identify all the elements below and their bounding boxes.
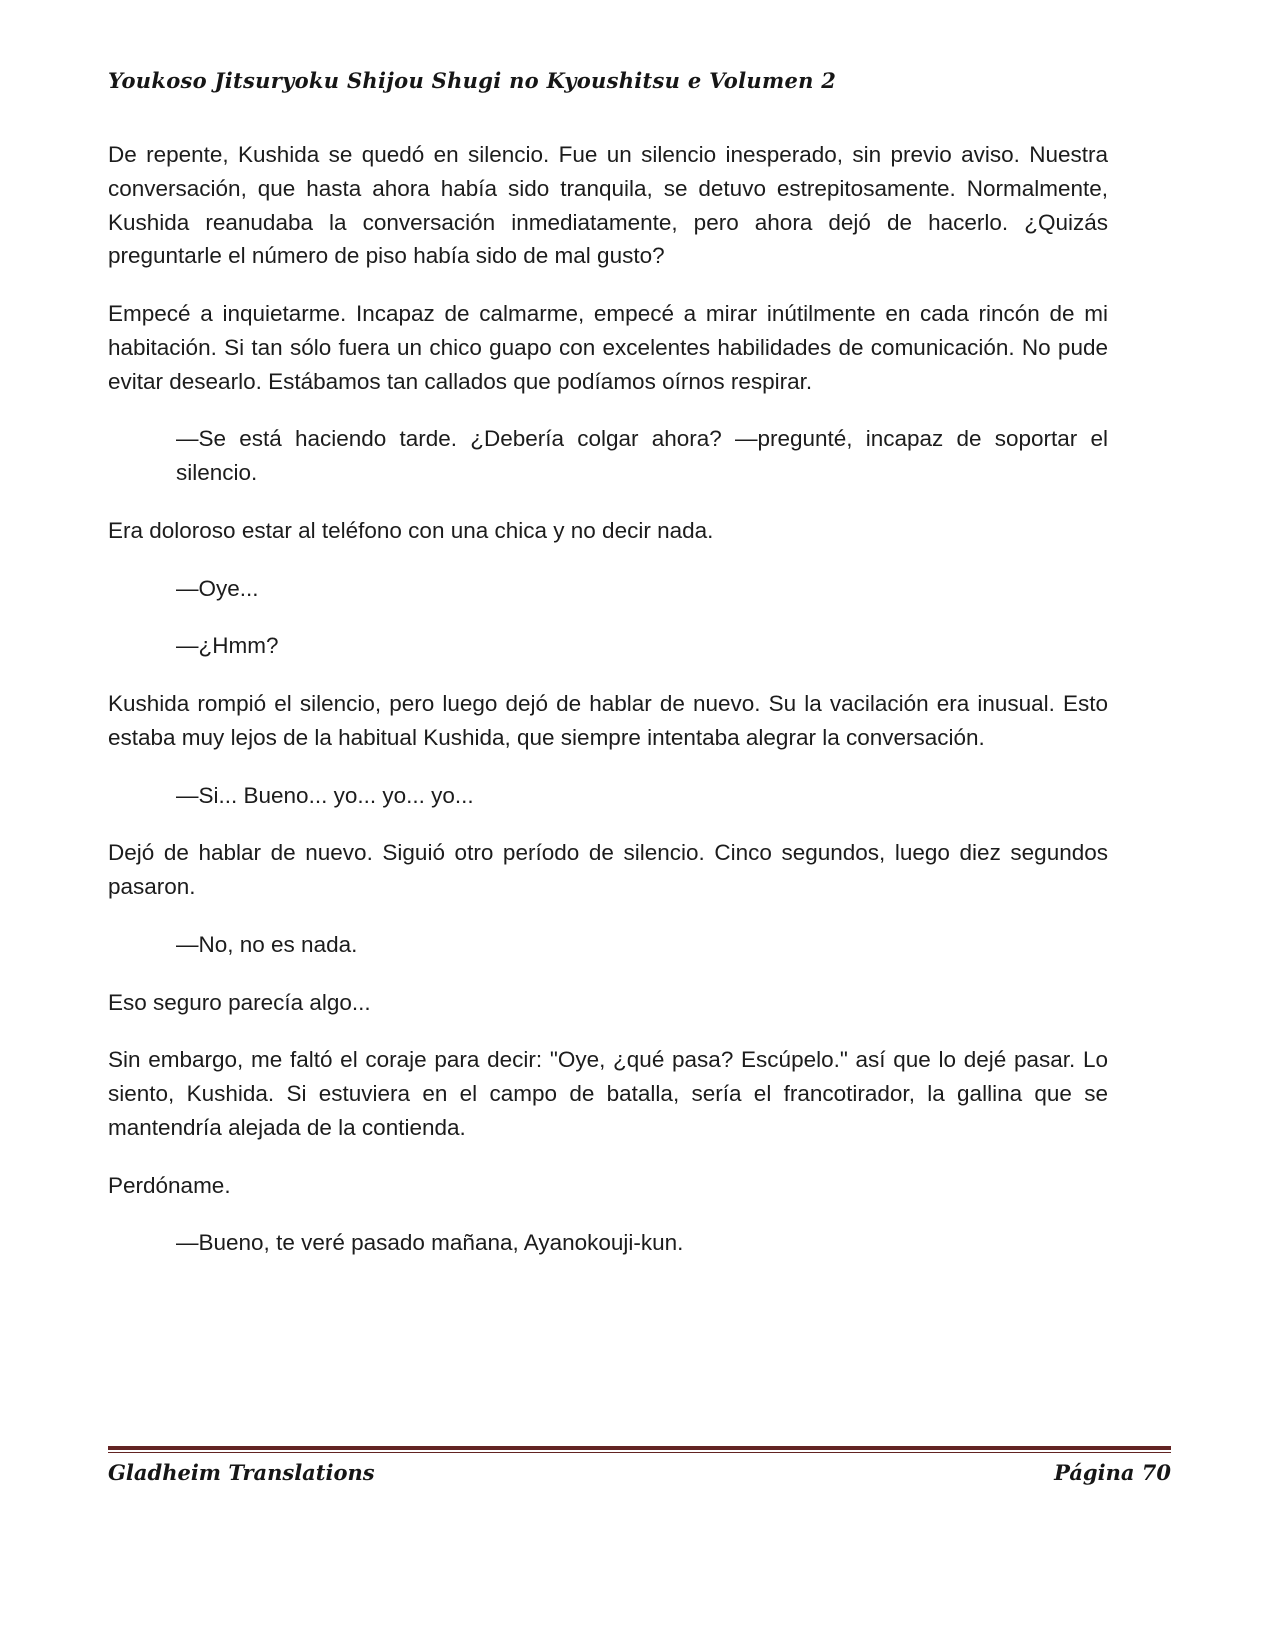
footer-divider-thin (108, 1452, 1171, 1453)
paragraph: Dejó de hablar de nuevo. Siguió otro período de silencio. Cinco segundos, luego diez segundos pasaron. (108, 840, 1108, 899)
footer-translator-credit: Gladheim Translations (108, 1460, 375, 1485)
dialogue-paragraph: —Se está haciendo tarde. ¿Debería colgar ahora? —pregunté, incapaz de soportar el silencio. (176, 426, 1108, 485)
dialogue-paragraph: —¿Hmm? (176, 633, 279, 659)
dialogue-paragraph: —Si... Bueno... yo... yo... yo... (176, 782, 474, 808)
paragraph: Eso seguro parecía algo... (108, 989, 371, 1015)
footer-text-row (108, 1460, 1171, 1485)
dialogue-paragraph: —Bueno, te veré pasado mañana, Ayanokouji-kun. (176, 1230, 684, 1256)
footer-page-number: Página 70 (1054, 1460, 1171, 1485)
page-body (108, 138, 1108, 1284)
paragraph: Kushida rompió el silencio, pero luego dejó de hablar de nuevo. Su la vacilación era inusual. Esto estaba muy lejos de la habitual Kushida, que siempre intentaba alegrar la conversación. (108, 691, 1108, 750)
paragraph: Empecé a inquietarme. Incapaz de calmarme, empecé a mirar inútilmente en cada rincón de mi habitación. Si tan sólo fuera un chico guapo con excelentes habilidades de comunicación. No pude evitar desearlo. Estábamos tan callados que podíamos oírnos respirar. (108, 301, 1108, 394)
page-header (108, 68, 1170, 93)
header-title: Youkoso Jitsuryoku Shijou Shugi no Kyoushitsu e Volumen 2 (108, 68, 837, 93)
paragraph: Era doloroso estar al teléfono con una chica y no decir nada. (108, 517, 714, 543)
footer-divider-thick (108, 1446, 1171, 1450)
paragraph: Sin embargo, me faltó el coraje para decir: "Oye, ¿qué pasa? Escúpelo." así que lo dejé pasar. Lo siento, Kushida. Si estuviera en el campo de batalla, sería el francotirador, la gallina que se mantendría alejada de la contienda. (108, 1047, 1108, 1140)
paragraph: De repente, Kushida se quedó en silencio. Fue un silencio inesperado, sin previo aviso. Nuestra conversación, que hasta ahora había sido tranquila, se detuvo estrepitosamente. Normalmente, Kushida reanudaba la conversación inmediatamente, pero ahora dejó de hacerlo. ¿Quizás preguntarle el número de piso había sido de mal gusto? (108, 142, 1108, 269)
dialogue-paragraph: —Oye... (176, 575, 259, 601)
paragraph: Perdóname. (108, 1172, 231, 1198)
dialogue-paragraph: —No, no es nada. (176, 931, 358, 957)
page-footer (108, 1446, 1171, 1485)
